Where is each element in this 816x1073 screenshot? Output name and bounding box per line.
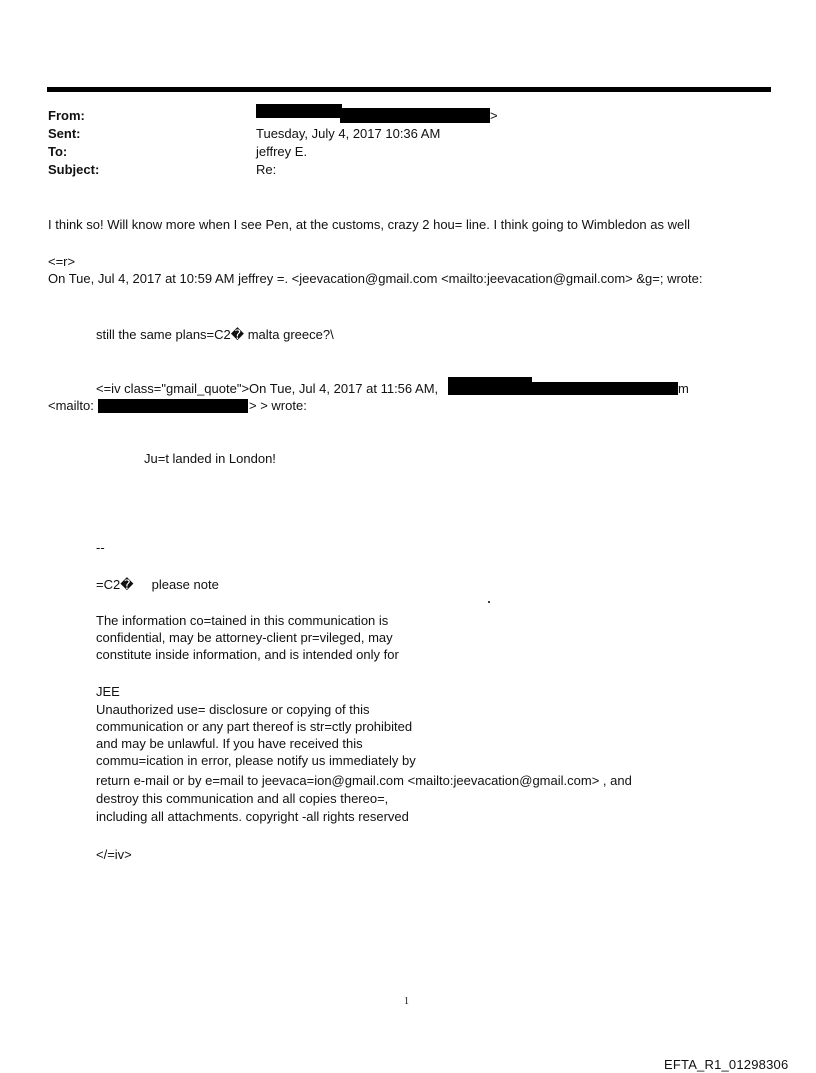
quote-header-1: On Tue, Jul 4, 2017 at 10:59 AM jeffrey =. <jeevacation@gmail.com <mailto:jeevacation@gmail.com> &g=; wrote: (48, 271, 703, 286)
disclaimer-line: Unauthorized use= disclosure or copying of this (96, 702, 370, 717)
redaction-block (340, 108, 490, 123)
document-id: EFTA_R1_01298306 (664, 1057, 789, 1072)
quote-header-2b: m (678, 381, 689, 396)
disclaimer-line: communication or any part thereof is str=ctly prohibited (96, 719, 413, 734)
disclaimer-line: return e-mail or by e=mail to jeevaca=ion@gmail.com <mailto:jeevacation@gmail.com> , and (96, 773, 632, 788)
disclaimer-line: and may be unlawful. If you have received this (96, 736, 363, 751)
redaction-block (256, 104, 342, 118)
redaction-block (98, 399, 248, 413)
stray-dot (488, 601, 490, 603)
disclaimer-line: constitute inside information, and is intended only for (96, 647, 399, 662)
disclaimer-line: including all attachments. copyright -all rights reserved (96, 809, 409, 824)
body-line-reply: I think so! Will know more when I see Pen, at the customs, crazy 2 hou= line. I think going to Wimbledon as well (48, 217, 690, 232)
disclaimer-line: commu=ication in error, please notify us immediately by (96, 753, 416, 768)
quote-header-2d: > > wrote: (249, 398, 307, 413)
disclaimer-line: confidential, may be attorney-client pr=vileged, may (96, 630, 393, 645)
body-line-br: <=r> (48, 254, 76, 269)
subject-value: Re: (256, 162, 277, 177)
quote-header-2c: <mailto: (48, 398, 94, 413)
signature-separator: -- (96, 540, 105, 555)
from-suffix: > (490, 108, 498, 123)
sent-label: Sent: (48, 126, 81, 141)
to-value: jeffrey E. (256, 144, 308, 159)
please-note: =C2� please note (96, 577, 219, 592)
to-label: To: (48, 144, 68, 159)
subject-label: Subject: (48, 162, 100, 177)
quoted-message-1: still the same plans=C2� malta greece?\ (96, 327, 334, 342)
redaction-block (530, 382, 678, 395)
quote-header-2a: <=iv class="gmail_quote">On Tue, Jul 4, 2017 at 11:56 AM, (96, 381, 439, 396)
page-number: 1 (404, 996, 409, 1007)
sent-value: Tuesday, July 4, 2017 10:36 AM (256, 126, 441, 141)
from-label: From: (48, 108, 85, 123)
disclaimer-line: destroy this communication and all copies thereo=, (96, 791, 389, 806)
closing-tag: </=iv> (96, 847, 132, 862)
redaction-block (448, 377, 532, 395)
disclaimer-line: The information co=tained in this communication is (96, 613, 389, 628)
header-rule (47, 87, 771, 92)
disclaimer-jee: JEE (96, 684, 120, 699)
quoted-message-2: Ju=t landed in London! (144, 451, 276, 466)
